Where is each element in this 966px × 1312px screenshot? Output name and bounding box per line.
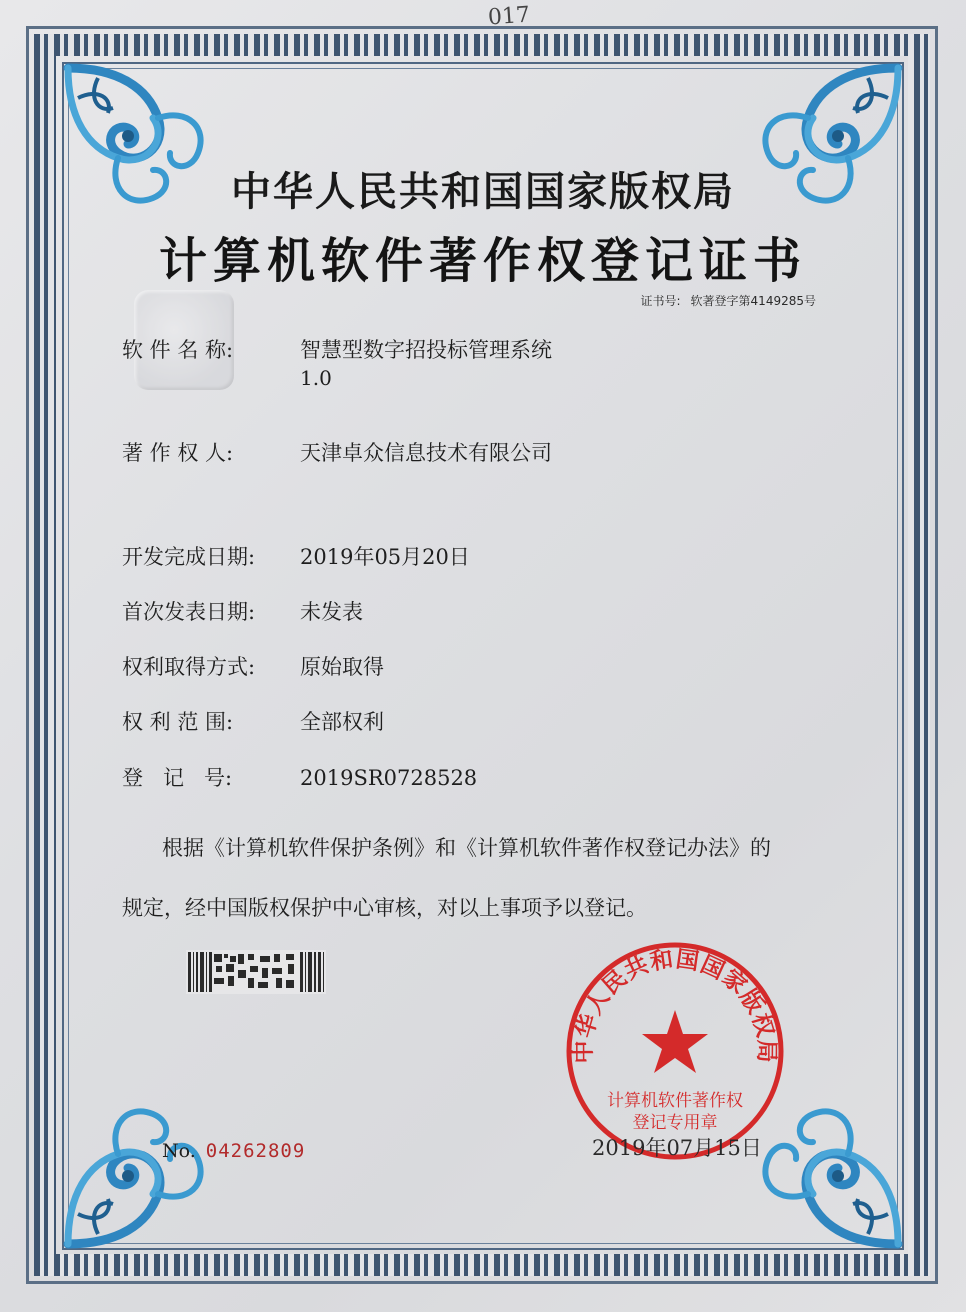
reg-label: 登 记 号: [122, 766, 233, 790]
certificate-title: 计算机软件著作权登记证书 [158, 233, 807, 289]
dev-date-label: 开发完成日期: [122, 545, 256, 569]
star-icon [642, 1010, 708, 1073]
corner-ornament-bottom-left [58, 1084, 228, 1254]
serial-label: No. [162, 1140, 196, 1162]
handwritten-note: 017 [487, 2, 531, 31]
dev-date-value: 2019年05月20日 [300, 545, 470, 569]
pub-date-label: 首次发表日期: [122, 600, 256, 624]
scope-label: 权 利 范 围: [122, 710, 234, 734]
field-dev-date [122, 541, 470, 571]
scope-value: 全部权利 [300, 710, 384, 734]
statement [122, 818, 862, 938]
software-name-label: 软 件 名 称: [122, 338, 234, 362]
authority-title: 中华人民共和国国家版权局 [231, 168, 735, 215]
field-reg-no [122, 762, 477, 792]
statement-line-2: 规定，经中国版权保护中心审核，对以上事项予以登记。 [122, 896, 647, 920]
serial-number [162, 1140, 305, 1162]
serial-value: 04262809 [205, 1140, 306, 1162]
certificate-number [631, 292, 817, 309]
seal-inner-line-1: 计算机软件著作权 [607, 1091, 743, 1111]
barcode [186, 950, 326, 994]
reg-value: 2019SR0728528 [300, 766, 478, 790]
official-seal [562, 938, 788, 1164]
field-scope [122, 706, 384, 736]
seal-outer-text: 中华人民共和国国家版权局 [569, 945, 781, 1064]
statement-line-1: 根据《计算机软件保护条例》和《计算机软件著作权登记办法》的 [162, 836, 771, 860]
pub-date-value: 未发表 [300, 600, 363, 624]
owner-value: 天津卓众信息技术有限公司 [300, 441, 552, 465]
owner-label: 著 作 权 人: [122, 441, 234, 465]
acquire-value: 原始取得 [300, 655, 384, 679]
cert-no-value: 软著登字第4149285号 [690, 294, 816, 308]
issue-date: 2019年07月15日 [592, 1136, 762, 1160]
software-version: 1.0 [300, 366, 332, 390]
field-acquire [122, 651, 384, 681]
field-software-name [122, 334, 552, 364]
field-pub-date [122, 596, 363, 626]
seal-inner-line-2: 登记专用章 [632, 1113, 718, 1133]
software-name-value: 智慧型数字招投标管理系统 [300, 338, 552, 362]
cert-no-label: 证书号: [640, 294, 681, 308]
field-owner [122, 437, 552, 467]
acquire-label: 权利取得方式: [122, 655, 256, 679]
